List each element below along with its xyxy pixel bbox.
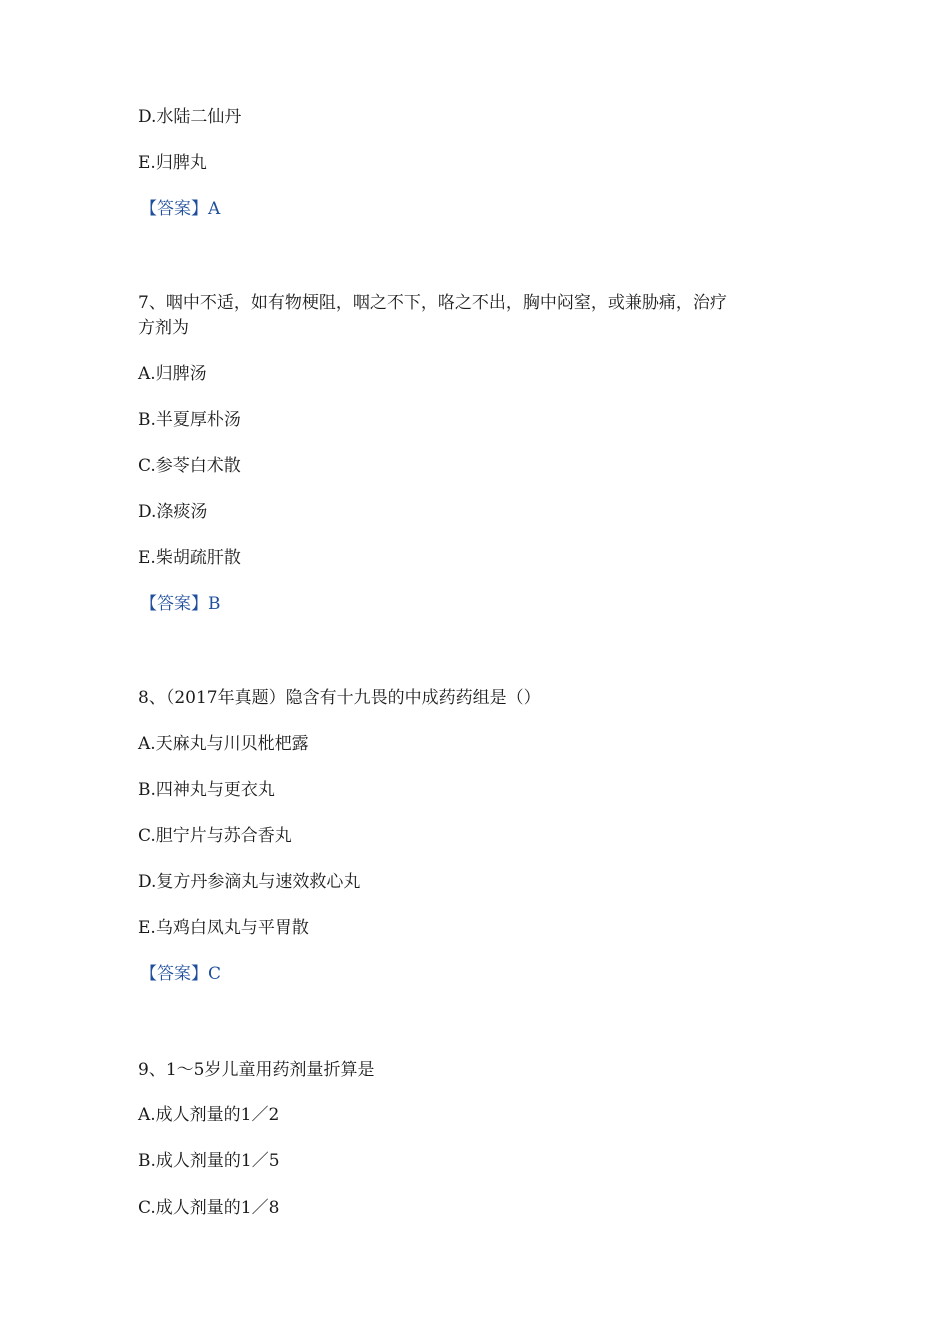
q6-option-e: E.归脾丸	[138, 153, 207, 173]
q7-option-a: A.归脾汤	[138, 364, 207, 384]
q9-option-b: B.成人剂量的1／5	[138, 1151, 280, 1171]
q7-option-d: D.涤痰汤	[138, 502, 208, 522]
q8-answer: 【答案】C	[140, 964, 222, 984]
q7-stem-line1: 7、咽中不适，如有物梗阻，咽之不下，咯之不出，胸中闷窒，或兼胁痛，治疗	[138, 293, 727, 313]
q7-option-c: C.参苓白术散	[138, 456, 241, 476]
q7-option-e: E.柴胡疏肝散	[138, 548, 241, 568]
q9-option-a: A.成人剂量的1／2	[138, 1105, 280, 1125]
q7-option-b: B.半夏厚朴汤	[138, 410, 241, 430]
q7-answer: 【答案】B	[140, 594, 221, 614]
q6-option-d: D.水陆二仙丹	[138, 107, 242, 127]
q6-answer: 【答案】A	[140, 199, 221, 219]
q7-stem-line2: 方剂为	[138, 318, 189, 338]
q9-stem: 9、1～5岁儿童用药剂量折算是	[138, 1060, 375, 1080]
q9-option-c: C.成人剂量的1／8	[138, 1198, 280, 1218]
q8-option-d: D.复方丹参滴丸与速效救心丸	[138, 872, 361, 892]
q8-stem: 8、（2017年真题）隐含有十九畏的中成药药组是（）	[138, 688, 541, 708]
q8-option-a: A.天麻丸与川贝枇杷露	[138, 734, 309, 754]
q8-option-e: E.乌鸡白凤丸与平胃散	[138, 918, 309, 938]
q8-option-b: B.四神丸与更衣丸	[138, 780, 275, 800]
q8-option-c: C.胆宁片与苏合香丸	[138, 826, 292, 846]
